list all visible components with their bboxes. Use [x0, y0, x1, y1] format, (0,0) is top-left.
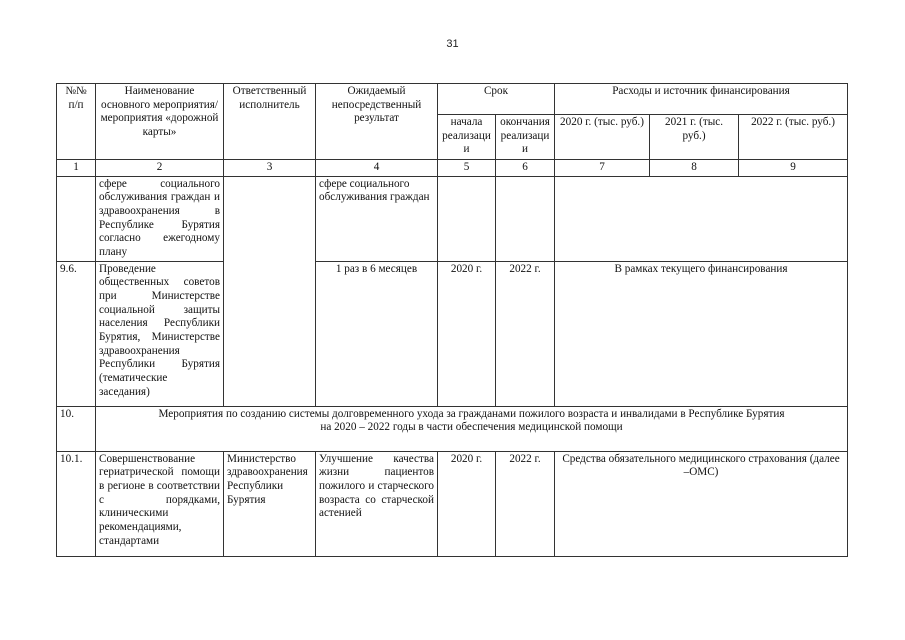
- row-number: 10.1.: [57, 451, 96, 556]
- column-number: 8: [650, 160, 739, 177]
- page-number: 31: [446, 38, 459, 50]
- row-start: 2020 г.: [438, 261, 496, 406]
- table-row: [57, 176, 848, 261]
- header-expenses: Расходы и источник финансирования: [555, 84, 848, 115]
- row-number: [57, 176, 96, 261]
- row-result: Улучшение качества жизни пациентов пожилого и старческого возраста со старческой астенией: [316, 451, 438, 556]
- column-number: 9: [739, 160, 848, 177]
- row-result: сфере социального обслуживания граждан: [316, 176, 438, 261]
- roadmap-table: [56, 83, 848, 557]
- column-number: 5: [438, 160, 496, 177]
- row-expenses: Средства обязательного медицинского страхования (далее –ОМС): [555, 451, 848, 556]
- column-number: 7: [555, 160, 650, 177]
- row-responsible: [224, 176, 316, 406]
- row-name: Проведение общественных советов при Министерстве социальной защиты населения Республики Бурятия, Министерстве здравоохранения Республики Бурятия (тематические заседания): [96, 261, 224, 406]
- row-result: 1 раз в 6 месяцев: [316, 261, 438, 406]
- column-numbers-row: [57, 160, 848, 177]
- row-expenses: В рамках текущего финансирования: [555, 261, 848, 406]
- header-name: Наименование основного мероприятия/мероприятия «дорожной карты»: [96, 84, 224, 160]
- column-number: 4: [316, 160, 438, 177]
- header-row: [57, 84, 848, 115]
- row-end: [496, 176, 555, 261]
- row-responsible: Министерство здравоохранения Республики Бурятия: [224, 451, 316, 556]
- section-title: Мероприятия по созданию системы долговременного ухода за гражданами пожилого возраста и инвалидами в Республике Бурятия на 2020 – 2022 годы в части обеспечения медицинской помощи: [96, 406, 848, 451]
- column-number: 6: [496, 160, 555, 177]
- row-number: 9.6.: [57, 261, 96, 406]
- header-term-start: начала реализации: [438, 115, 496, 160]
- row-expenses: [555, 176, 848, 261]
- row-start: 2020 г.: [438, 451, 496, 556]
- row-name: сфере социального обслуживания граждан и здравоохранения в Республике Бурятия согласно ежегодному плану: [96, 176, 224, 261]
- table-row: [57, 451, 848, 556]
- header-number: №№ п/п: [57, 84, 96, 160]
- row-end: 2022 г.: [496, 261, 555, 406]
- header-year-2020: 2020 г. (тыс. руб.): [555, 115, 650, 160]
- row-name: Совершенствование гериатрической помощи в регионе в соответствии с порядками, клиническими рекомендациями, стандартами: [96, 451, 224, 556]
- header-year-2021: 2021 г. (тыс. руб.): [650, 115, 739, 160]
- row-end: 2022 г.: [496, 451, 555, 556]
- column-number: 3: [224, 160, 316, 177]
- section-row: [57, 406, 848, 451]
- header-term: Срок: [438, 84, 555, 115]
- column-number: 2: [96, 160, 224, 177]
- header-responsible: Ответственный исполнитель: [224, 84, 316, 160]
- header-term-end: окончания реализации: [496, 115, 555, 160]
- table-row: [57, 261, 848, 406]
- row-number: 10.: [57, 406, 96, 451]
- column-number: 1: [57, 160, 96, 177]
- header-result: Ожидаемый непосредственный результат: [316, 84, 438, 160]
- header-year-2022: 2022 г. (тыс. руб.): [739, 115, 848, 160]
- row-start: [438, 176, 496, 261]
